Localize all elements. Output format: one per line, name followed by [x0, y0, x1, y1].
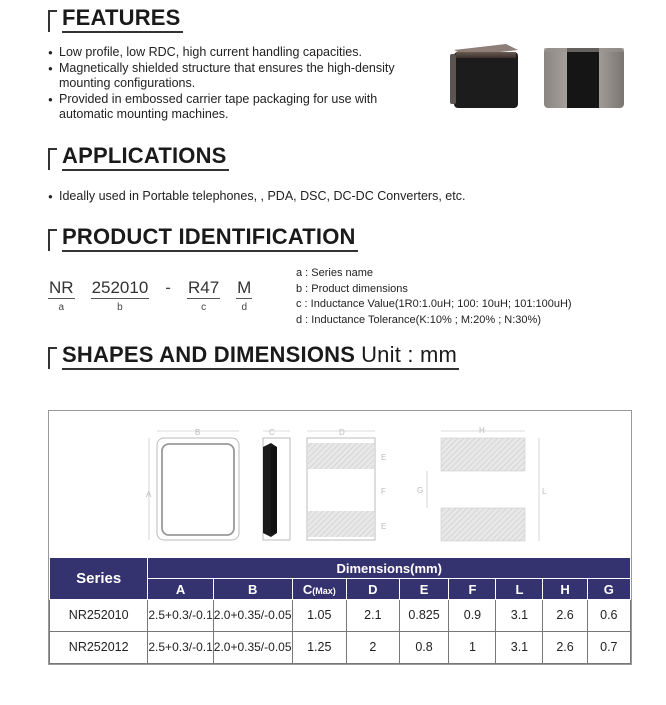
cell-B: 2.0+0.35/-0.05 [213, 600, 292, 632]
col-header-L: L [496, 579, 543, 600]
part-letter: d [241, 302, 248, 313]
table-row [50, 600, 631, 632]
label-E: E [381, 453, 387, 462]
part-code: M [237, 278, 252, 297]
part-legend [296, 266, 572, 328]
cell-D: 2.1 [347, 600, 400, 632]
series-header: Series [50, 558, 148, 600]
col-header-F: F [449, 579, 496, 600]
product-photo [446, 40, 626, 110]
label-H: H [479, 426, 485, 435]
shapes-title: SHAPES AND DIMENSIONS Unit : mm [62, 343, 459, 370]
application-item: ● Ideally used in Portable telephones, , PDA, DSC, DC-DC Converters, etc. [48, 189, 508, 204]
part-letter: a [58, 302, 65, 313]
features-title: FEATURES [62, 6, 183, 33]
cell-series: NR252012 [50, 632, 148, 664]
unit-label: Unit : mm [361, 342, 458, 367]
cell-F: 0.9 [449, 600, 496, 632]
col-header-G: G [587, 579, 630, 600]
side-view-drawing [263, 428, 290, 540]
part-inductance [187, 278, 220, 313]
cell-H: 2.6 [543, 600, 587, 632]
part-letter: b [117, 302, 123, 313]
part-dash: - [165, 278, 171, 297]
part-code: R47 [187, 278, 220, 297]
col-header-C: C(Max) [292, 579, 347, 600]
cell-A: 2.5+0.3/-0.1 [148, 632, 213, 664]
table-row [50, 632, 631, 664]
cell-C: 1.05 [292, 600, 347, 632]
col-header-H: H [543, 579, 587, 600]
label-D: D [339, 428, 345, 437]
legend-item: b : Product dimensions [296, 282, 408, 295]
part-tolerance [236, 278, 252, 313]
label-E: E [381, 522, 387, 531]
cell-E: 0.825 [399, 600, 449, 632]
shapes-heading [48, 343, 459, 370]
feature-item: ● Low profile, low RDC, high current handling capacities. [48, 45, 428, 60]
applications-list [48, 189, 508, 205]
part-code: 252010 [91, 278, 149, 297]
top-view-drawing [146, 428, 239, 540]
col-header-B: B [213, 579, 292, 600]
cell-E: 0.8 [399, 632, 449, 664]
product-id-heading [48, 225, 358, 252]
cell-L: 3.1 [496, 632, 543, 664]
front-view-drawing [307, 428, 386, 540]
label-A: A [146, 490, 152, 499]
dimensions-table [49, 557, 631, 664]
table-header-row [50, 558, 631, 579]
label-C: C [269, 428, 275, 437]
label-B: B [195, 428, 201, 437]
legend-item: d : Inductance Tolerance(K:10% ; M:20% ; N:30%) [296, 313, 541, 326]
cell-G: 0.6 [587, 600, 630, 632]
part-letter: c [201, 302, 207, 313]
label-F: F [381, 487, 386, 496]
col-header-D: D [347, 579, 400, 600]
part-dimensions [91, 278, 150, 313]
land-pattern-drawing [417, 426, 547, 541]
col-header-E: E [399, 579, 449, 600]
cell-F: 1 [449, 632, 496, 664]
part-code: NR [49, 278, 74, 297]
cell-series: NR252010 [50, 600, 148, 632]
cell-A: 2.5+0.3/-0.1 [148, 600, 213, 632]
cell-G: 0.7 [587, 632, 630, 664]
cell-B: 2.0+0.35/-0.05 [213, 632, 292, 664]
applications-heading [48, 144, 229, 171]
cell-C: 1.25 [292, 632, 347, 664]
feature-item: ● Magnetically shielded structure that ensures the high-density mounting configurations. [48, 61, 428, 91]
col-header-A: A [148, 579, 213, 600]
feature-item: ● Provided in embossed carrier tape packaging for use with automatic mounting machines. [48, 92, 428, 122]
features-list [48, 45, 428, 123]
legend-item: a : Series name [296, 267, 374, 279]
dimensions-panel [48, 410, 632, 665]
cell-H: 2.6 [543, 632, 587, 664]
label-L: L [542, 487, 547, 496]
legend-item: c : Inductance Value(1R0:1.0uH; 100: 10uH; 101:100uH) [296, 298, 572, 310]
dimensions-header: Dimensions(mm) [148, 558, 631, 579]
part-series [48, 278, 75, 313]
applications-title: APPLICATIONS [62, 144, 229, 171]
part-number-breakdown [48, 278, 268, 313]
product-id-title: PRODUCT IDENTIFICATION [62, 225, 358, 252]
cell-D: 2 [347, 632, 400, 664]
cell-L: 3.1 [496, 600, 543, 632]
features-heading [48, 6, 183, 33]
dimension-drawings [49, 411, 631, 556]
label-G: G [417, 486, 424, 495]
